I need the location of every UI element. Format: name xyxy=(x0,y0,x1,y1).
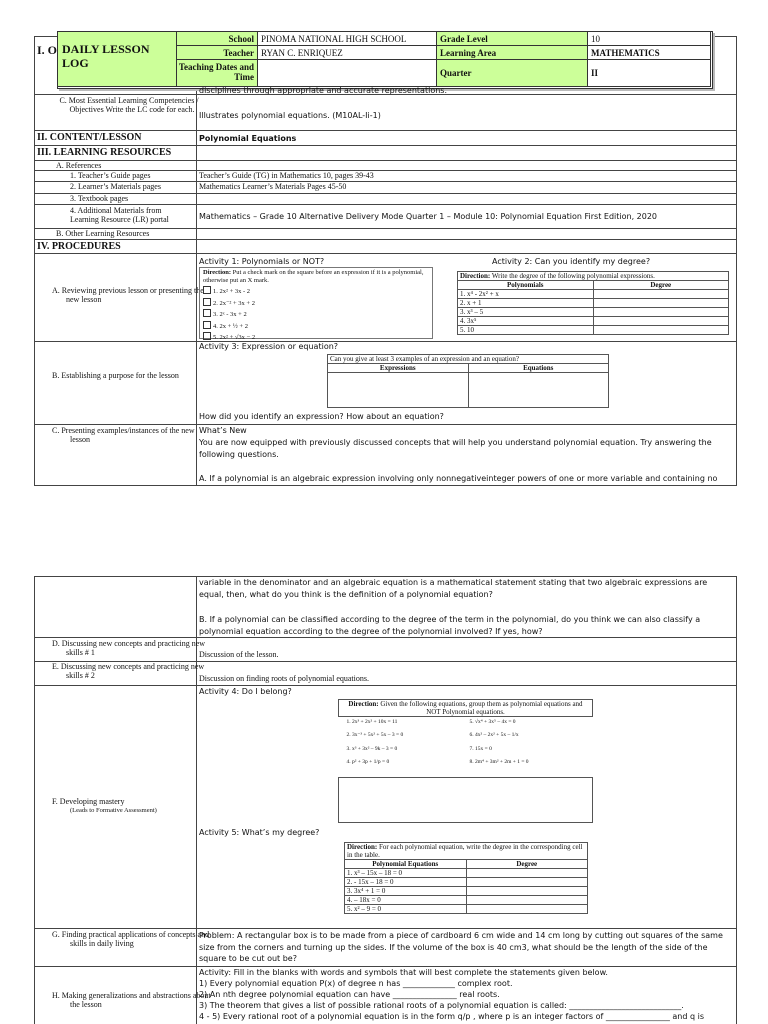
content-value: Polynomial Equations xyxy=(199,134,297,143)
quarter-value: II xyxy=(587,59,711,87)
question-a: A. If a polynomial is an algebraic expression involving only nonnegativeinteger powers of one or more variable and containing no xyxy=(199,474,718,483)
lm-label: 2. Learner’s Materials pages xyxy=(70,182,161,191)
discussing1-label: D. Discussing new concepts and practicing new skills # 1 xyxy=(52,639,206,657)
table-row xyxy=(458,299,729,308)
textbook-label: 3. Textbook pages xyxy=(70,194,129,203)
degree-cell[interactable] xyxy=(593,317,729,326)
degree-cell[interactable] xyxy=(593,290,729,299)
activity4-direction: Direction: Given the following equations, group them as polynomial equations and NOT Polynomial equations. xyxy=(339,700,593,717)
generalization-line: Activity: Fill in the blanks with words and symbols that will best complete the statements given below. xyxy=(199,968,608,977)
degree-cell[interactable] xyxy=(466,878,588,887)
generalization-line: 1) Every polynomial equation P(x) of degree n has _____________ complex root. xyxy=(199,979,513,988)
activity5-title: Activity 5: What’s my degree? xyxy=(199,828,320,837)
section-i-partial: I. O xyxy=(37,43,58,57)
table-cell: 3. 3x⁴ + 1 = 0 xyxy=(345,887,467,896)
activity5-table xyxy=(344,842,588,914)
lm-value: Mathematics Learner’s Materials Pages 45-50 xyxy=(199,182,347,191)
degree-cell[interactable] xyxy=(593,308,729,317)
checkbox-icon[interactable] xyxy=(203,332,211,340)
tg-value: Teacher’s Guide (TG) in Mathematics 10, pages 39-43 xyxy=(199,171,374,180)
quarter-label: Quarter xyxy=(436,59,588,87)
purpose-label: B. Establishing a purpose for the lesson xyxy=(52,371,179,380)
table-cell: 2. - 15x – 18 = 0 xyxy=(345,878,467,887)
table-row xyxy=(345,905,588,914)
equation-item: 1. 2x³ + 2x² + 10x = 11 xyxy=(346,719,398,725)
table-row xyxy=(345,887,588,896)
table-row xyxy=(345,869,588,878)
presenting-label: C. Presenting examples/instances of the new lesson xyxy=(52,426,195,444)
activity1-item-5: 5. 2x² + √3x − 2 xyxy=(200,331,432,343)
grade-value: 10 xyxy=(587,31,711,46)
degree-cell[interactable] xyxy=(466,869,588,878)
activity1-item-3: 3. 2ˣ - 3x + 2 xyxy=(200,308,432,320)
degree-cell[interactable] xyxy=(466,887,588,896)
page-title: DAILY LESSON LOG xyxy=(62,42,150,70)
activity3-title: Activity 3: Expression or equation? xyxy=(199,342,339,351)
activity2-header-degree: Degree xyxy=(593,281,729,290)
equations-cell[interactable] xyxy=(468,373,609,408)
references-label: A. References xyxy=(56,161,102,170)
dates-label: Teaching Dates and Time xyxy=(176,59,258,87)
activity3-header-equations: Equations xyxy=(468,364,609,373)
table-row xyxy=(345,896,588,905)
degree-cell[interactable] xyxy=(466,905,588,914)
table-cell: 5. 10 xyxy=(458,326,594,335)
tg-label: 1. Teacher’s Guide pages xyxy=(70,171,151,180)
equation-item: 6. 4x² – 2x² + 5x – 1/x xyxy=(469,731,519,738)
activity4-right-col xyxy=(466,717,593,778)
generalization-line: 4 - 5) Every rational root of a polynomial equation is in the form q/p , where p is an integer factors of ________________ and q is xyxy=(199,1012,705,1021)
activity1-item-4: 4. 2x + ½ + 2 xyxy=(200,320,432,332)
mastery-sub: (Leads to Formative Assessment) xyxy=(70,807,157,814)
whats-new-text: You are now equipped with previously discussed concepts that will help you understand polynomial equation. Try answering the following questions. xyxy=(199,438,712,459)
continued-text: variable in the denominator and an algebraic equation is a mathematical statement stating that two algebraic expressions are equal, then, what do you think is the definition of a polynomial equation? xyxy=(199,578,708,599)
procedures-label: IV. PROCEDURES xyxy=(37,241,121,252)
grade-label: Grade Level xyxy=(436,31,588,46)
table-cell: 5. x² – 9 = 0 xyxy=(345,905,467,914)
activity3-header-expressions: Expressions xyxy=(328,364,469,373)
activity4-table xyxy=(338,699,593,823)
equation-item: 7. 15x = 0 xyxy=(469,746,492,752)
melc-value: Illustrates polynomial equations. (M10AL-Ii-1) xyxy=(199,111,381,120)
activity2-table xyxy=(457,271,729,335)
equation-item: 3. x³ + 3x² – 9k – 3 = 0 xyxy=(346,746,398,752)
degree-cell[interactable] xyxy=(466,896,588,905)
activity1-item-2: 2. 2x⁻² + 3x + 2 xyxy=(200,297,432,309)
melc-label: C. Most Essential Learning Competencies / Objectives Write the LC code for each. xyxy=(59,96,199,114)
applications-problem: Problem: A rectangular box is to be made from a piece of cardboard 6 cm wide and 14 cm long by cutting out squares of the same size from the corners and turning up the sides. If the volume of the box is 40 cm3, what should be the length of the side of the square to be cut out be? xyxy=(199,931,723,963)
additional-label: 4. Additional Materials from Learning Resource (LR) portal xyxy=(70,206,169,224)
question-b: B. If a polynomial can be classified according to the degree of the term in the polynomial, do you think we can also classify a polynomial equation according to the degree of the polynomial involved? If yes, how? xyxy=(199,615,701,636)
cut-text: disciplines through appropriate and accurate representations. xyxy=(199,86,447,95)
answer-area[interactable] xyxy=(339,778,593,823)
degree-cell[interactable] xyxy=(593,326,729,335)
table-cell: 1. x⁴ - 2x² + x xyxy=(458,290,594,299)
generalization-line: 3) The theorem that gives a list of possible rational roots of a polynomial equation is called: ____________________________. xyxy=(199,1001,684,1010)
school-value: PINOMA NATIONAL HIGH SCHOOL xyxy=(257,31,437,46)
expressions-cell[interactable] xyxy=(328,373,469,408)
checkbox-icon[interactable] xyxy=(203,298,211,306)
checkbox-icon[interactable] xyxy=(203,321,211,329)
table-row xyxy=(458,326,729,335)
table-row xyxy=(458,317,729,326)
activity3-followup: How did you identify an expression? How about an equation? xyxy=(199,412,444,421)
mastery-label: F. Developing mastery xyxy=(52,797,125,806)
equation-item: 2. 3x⁻³ + 5x² + 5x – 3 = 0 xyxy=(346,731,404,738)
activity2-direction: Direction: Write the degree of the following polynomial expressions. xyxy=(458,272,729,281)
table-cell: 3. x³ – 5 xyxy=(458,308,594,317)
teacher-label: Teacher xyxy=(176,45,258,60)
title-cell xyxy=(57,31,177,87)
activity1-title: Activity 1: Polynomials or NOT? xyxy=(199,257,325,266)
activity1-direction: Direction: Put a check mark on the square before an expression if it is a polynomial, otherwise put an X mark. xyxy=(203,269,424,284)
activity2-title: Activity 2: Can you identify my degree? xyxy=(492,257,651,266)
activity1-box xyxy=(199,267,433,339)
activity2-header-polynomials: Polynomials xyxy=(458,281,594,290)
discussing2-value: Discussion on finding roots of polynomial equations. xyxy=(199,674,369,683)
discussing2-label: E. Discussing new concepts and practicing new skills # 2 xyxy=(52,662,205,680)
whats-new-title: What’s New xyxy=(199,426,247,435)
applications-label: G. Finding practical applications of concepts and skills in daily living xyxy=(52,930,210,948)
school-label: School xyxy=(176,31,258,46)
activity3-question: Can you give at least 3 examples of an expression and an equation? xyxy=(328,355,609,364)
discussing1-value: Discussion of the lesson. xyxy=(199,650,279,659)
resources-label: III. LEARNING RESOURCES xyxy=(37,147,172,158)
content-label: II. CONTENT/LESSON xyxy=(37,132,142,143)
area-value: MATHEMATICS xyxy=(587,45,711,60)
table-row xyxy=(345,878,588,887)
equation-item: 4. p² + 3p + 1/p = 0 xyxy=(346,758,390,765)
additional-value: Mathematics – Grade 10 Alternative Delivery Mode Quarter 1 – Module 10: Polynomial Equation First Edition, 2020 xyxy=(199,212,658,221)
equation-item: 8. 2m⁴ + 3m² + 2m + 1 = 0 xyxy=(469,758,529,765)
table-cell: 4. 3x⁵ xyxy=(458,317,594,326)
activity4-title: Activity 4: Do I belong? xyxy=(199,687,292,696)
activity5-direction: Direction: For each polynomial equation, write the degree in the corresponding cell in the table. xyxy=(345,843,588,860)
degree-cell[interactable] xyxy=(593,299,729,308)
table-row xyxy=(458,290,729,299)
activity1-item-1: 1. 2x² + 3x - 2 xyxy=(200,285,432,297)
checkbox-icon[interactable] xyxy=(203,286,211,294)
dates-value xyxy=(257,59,437,87)
checkbox-icon[interactable] xyxy=(203,309,211,317)
generalizations-label: H. Making generalizations and abstractions about the lesson xyxy=(52,991,211,1009)
table-cell: 1. x³ – 15x – 18 = 0 xyxy=(345,869,467,878)
activity5-header-equations: Polynomial Equations xyxy=(345,860,467,869)
table-row xyxy=(458,308,729,317)
reviewing-label: A. Reviewing previous lesson or presenting the new lesson xyxy=(52,286,204,304)
table-cell: 4. – 18x = 0 xyxy=(345,896,467,905)
generalization-line: 2) An nth degree polynomial equation can have ________________ real roots. xyxy=(199,990,500,999)
activity4-left-col xyxy=(339,717,466,778)
activity5-header-degree: Degree xyxy=(466,860,588,869)
equation-item: 5. √x⁴ + 3x⁵ – 4x = 0 xyxy=(469,719,516,725)
other-resources-label: B. Other Learning Resources xyxy=(56,229,150,238)
teacher-value: RYAN C. ENRIQUEZ xyxy=(257,45,437,60)
table-cell: 2. x + 1 xyxy=(458,299,594,308)
area-label: Learning Area xyxy=(436,45,588,60)
activity3-table xyxy=(327,354,609,408)
